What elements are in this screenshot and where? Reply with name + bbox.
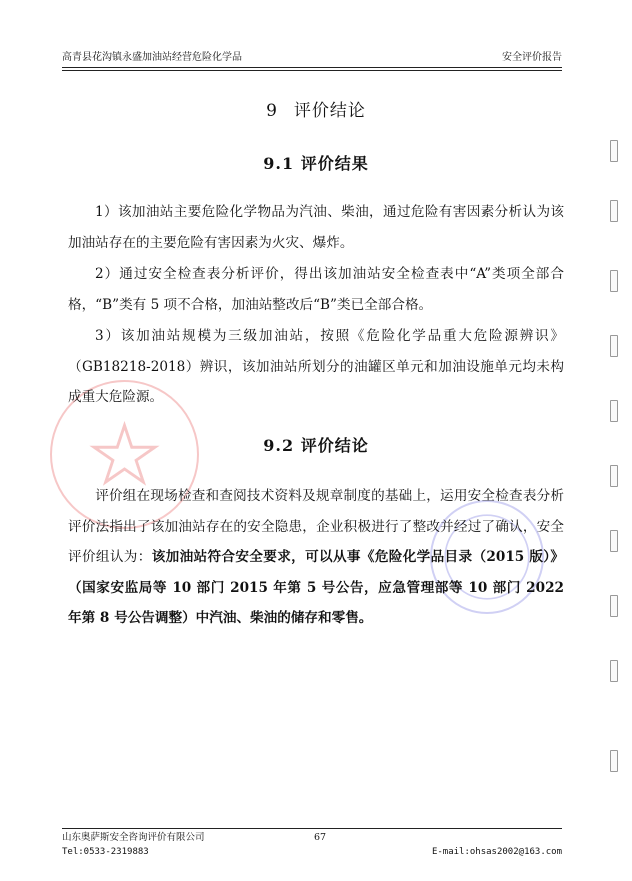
binding-tab — [610, 595, 618, 617]
results-paragraph-1-text: 1）该加油站主要危险化学物品为汽油、柴油，通过危险有害因素分析认为该加油站存在的主要危险有害因素为火灾、爆炸。 — [68, 204, 564, 251]
footer-email: E-mail:ohsas2002@163.com — [431, 847, 562, 857]
binding-tab — [610, 465, 618, 487]
results-paragraph-1 — [68, 197, 564, 258]
binding-tab — [610, 660, 618, 682]
results-paragraph-2-text: 2）通过安全检查表分析评价，得出该加油站安全检查表中“A”类项全部合格，“B”类有 5 项不合格，加油站整改后“B”类已全部合格。 — [68, 266, 564, 313]
chapter-title-text: 评价结论 — [293, 101, 366, 121]
footer-company-name: 山东奥萨斯安全咨询评价有限公司 — [62, 832, 205, 843]
footer-divider — [62, 828, 562, 829]
conclusion-text-bold: 该加油站符合安全要求，可以从事《危险化学品目录（2015 版）》（国家安监局等 10 部门 2015 年第 5 号公告，应急管理部等 10 部门 2022 年第 8 号公告调整）中汽油、柴油的储存和零售。 — [68, 549, 565, 626]
binding-tab — [610, 750, 618, 772]
results-paragraph-3-text: 3）该加油站规模为三级加油站，按照《危险化学品重大危险源辨识》（GB18218-2018）辨识，该加油站所划分的油罐区单元和加油设施单元均未构成重大危险源。 — [68, 328, 564, 405]
chapter-number: 9 — [266, 101, 278, 121]
binding-tab — [610, 200, 618, 222]
header-report-type: 安全评价报告 — [502, 52, 562, 63]
header-divider — [62, 67, 562, 68]
results-paragraph-3 — [68, 321, 564, 413]
footer-telephone: Tel:0533-2319883 — [62, 847, 149, 857]
binding-tab — [610, 335, 618, 357]
chapter-title — [0, 96, 632, 121]
binding-tab — [610, 270, 618, 292]
section-title-results: 9.1 评价结果 — [263, 154, 369, 173]
binding-tab — [610, 530, 618, 552]
header-divider-thin — [62, 70, 562, 71]
conclusion-paragraph — [68, 481, 564, 634]
conclusion-text-plain: 评价组在现场检查和查阅技术资料及规章制度的基础上，运用安全检查表分析评价法指出了该加油站存在的安全隐患，企业积极进行了整改并经过了确认，安全评价组认为： — [68, 488, 564, 565]
results-paragraph-2 — [68, 259, 564, 320]
header-report-subject: 高青县花沟镇永盛加油站经营危险化学品 — [62, 52, 242, 63]
section-title-conclusion: 9.2 评价结论 — [263, 436, 369, 455]
page-number: 67 — [314, 832, 327, 843]
binding-tab — [610, 400, 618, 422]
binding-tab — [610, 140, 618, 162]
